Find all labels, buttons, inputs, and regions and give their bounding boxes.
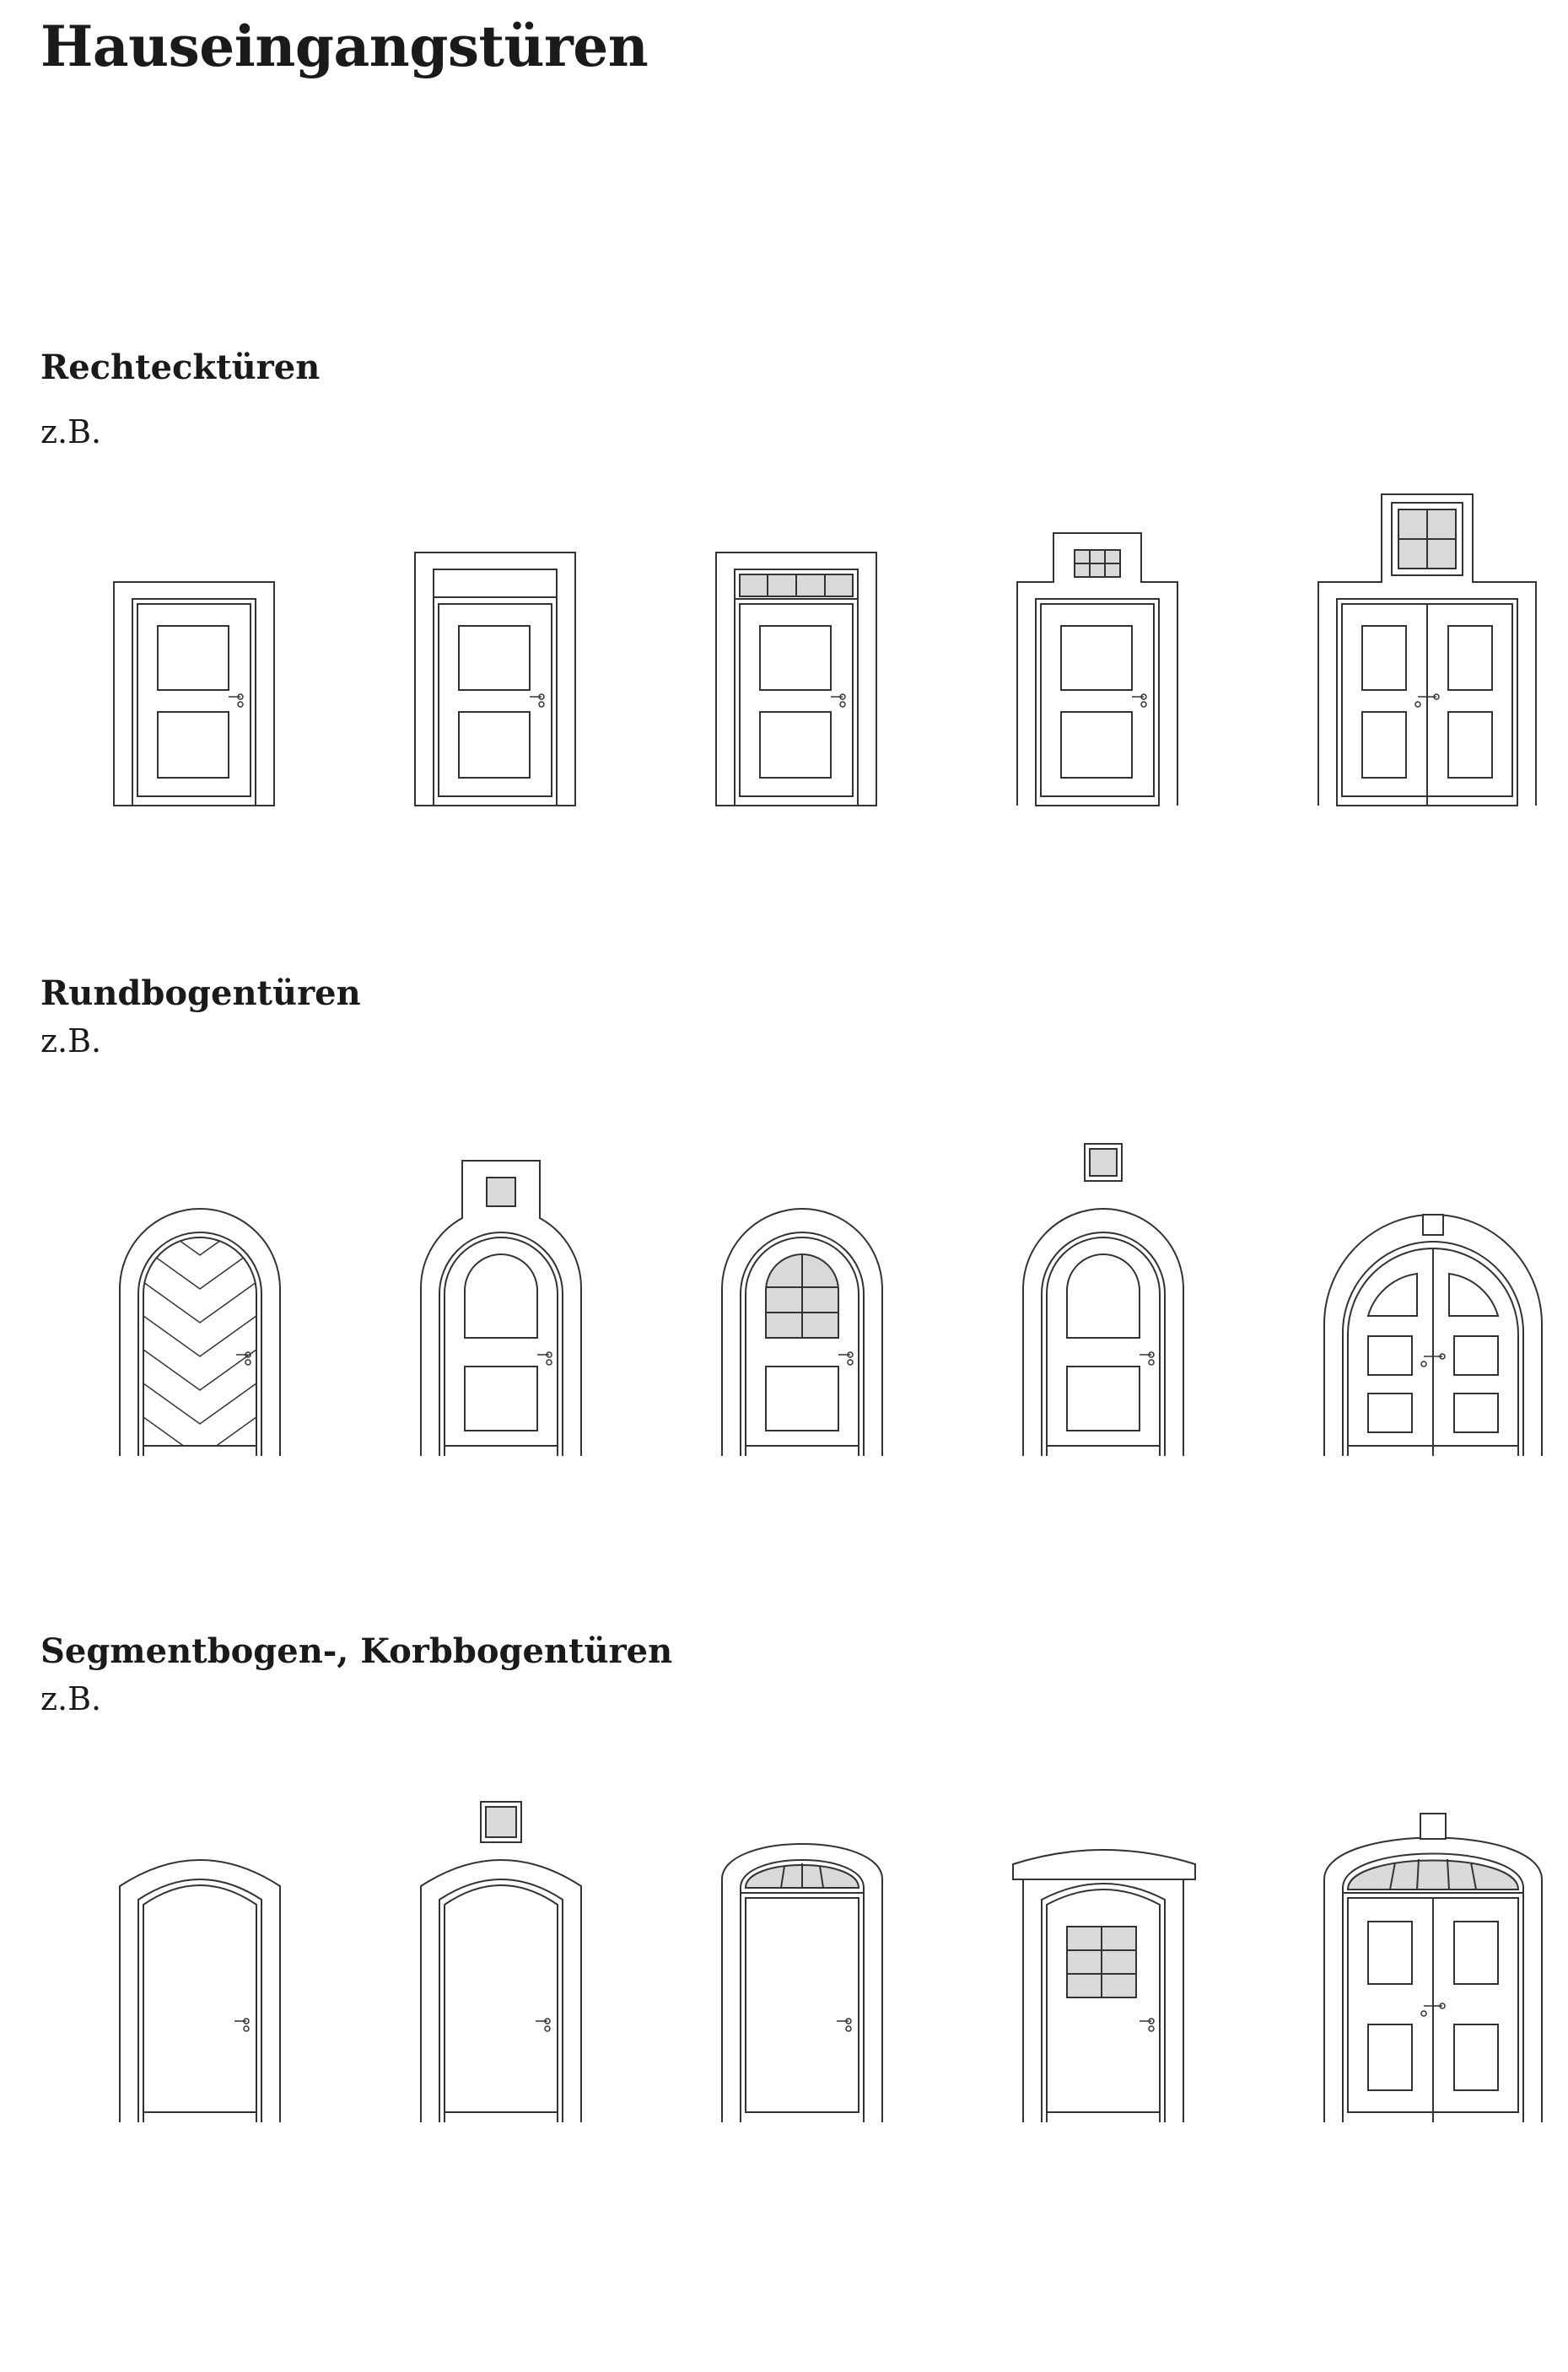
segment-arch-door-top-window [419,1812,584,2124]
rect-double-door-attic-window [1317,489,1538,810]
section-title-segmentbogentueren: Segmentbogen-, Korbbogentüren [40,1631,673,1671]
section-note-segmentbogentueren: z.B. [40,1680,102,1717]
round-arch-double-door [1323,1156,1544,1459]
rect-door-transom-glazed [714,489,879,810]
segment-arch-door-plain [118,1812,283,2124]
section-note-rechtecktueren: z.B. [40,413,102,450]
section-title-rechtecktueren: Rechtecktüren [40,348,321,387]
section-title-rundbogentueren: Rundbogentüren [40,973,361,1013]
rect-door-plain [112,489,277,810]
round-arch-door-keystone-window [1021,1156,1186,1459]
basket-arch-door-fanlight [720,1812,885,2124]
rect-door-attic-window [1016,489,1180,810]
rect-door-transom [413,489,578,810]
segment-arch-door-cornice-glazed [1021,1812,1190,2124]
round-arch-door-top-window [419,1156,584,1459]
round-arch-door-glazed [720,1156,885,1459]
basket-arch-double-door-fanlight [1323,1812,1544,2124]
round-arch-door-herringbone [118,1156,283,1459]
page-title: Hauseingangstüren [40,13,649,79]
section-note-rundbogentueren: z.B. [40,1022,102,1059]
